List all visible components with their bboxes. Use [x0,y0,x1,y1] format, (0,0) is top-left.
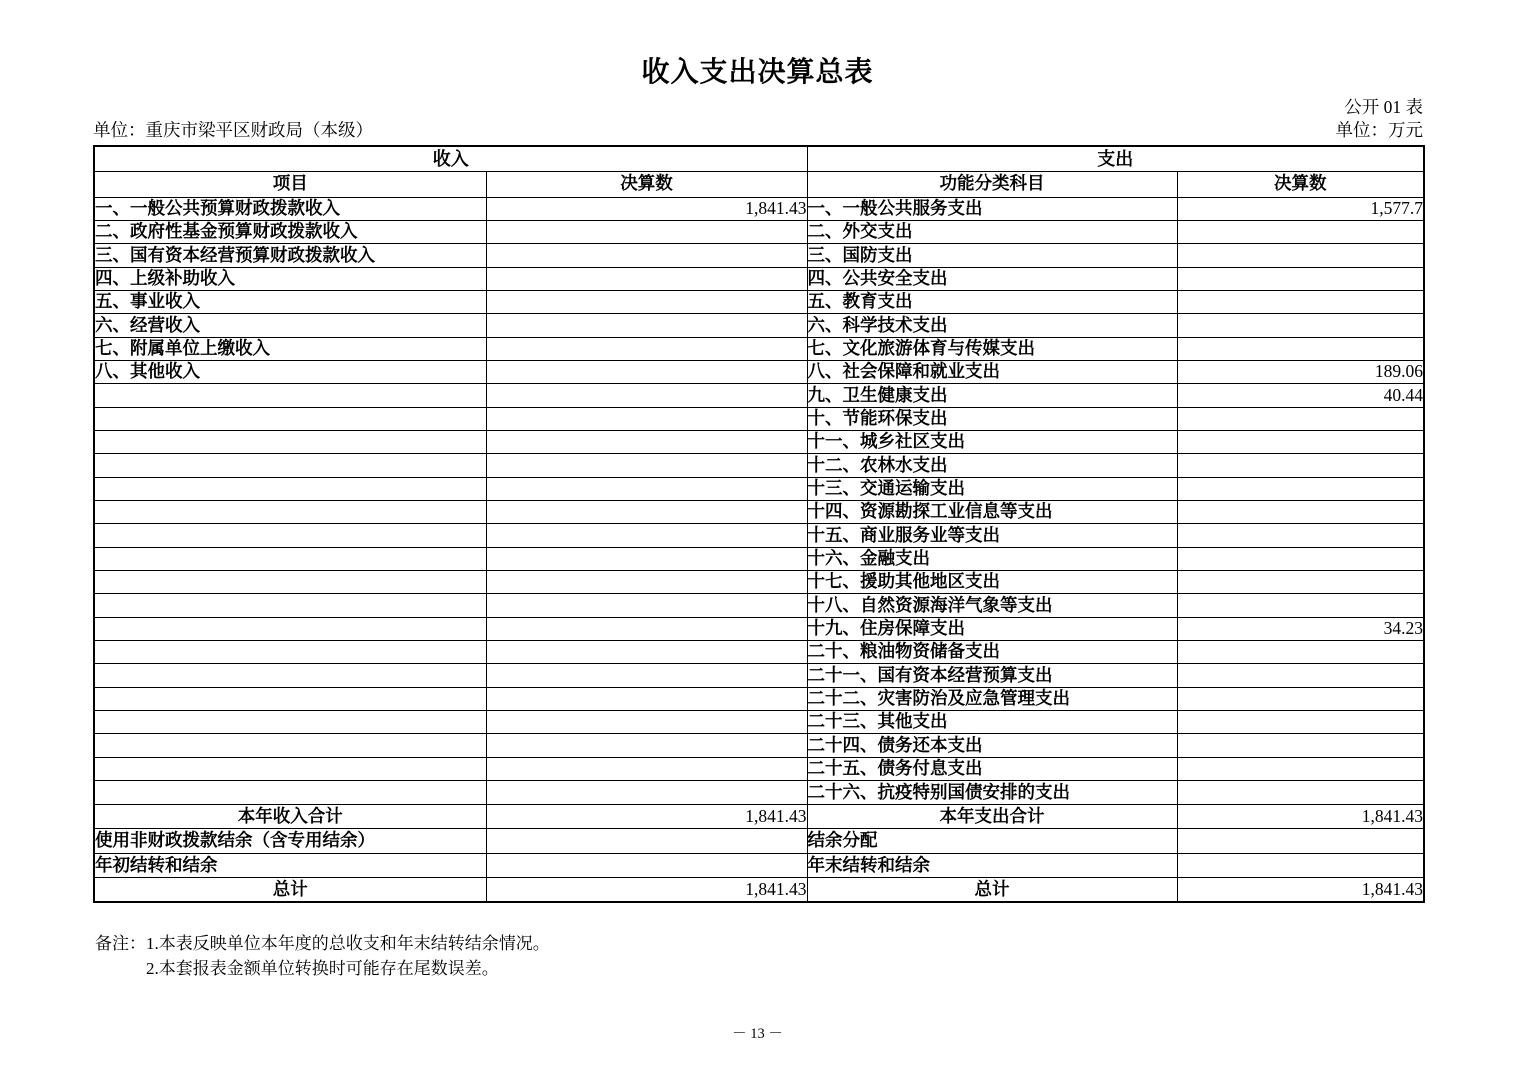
table-row [94,384,1424,407]
expense-footer-label-cell: 结余分配 [807,829,1177,854]
income-item-cell: 四、上级补助收入 [94,267,486,290]
expense-item-cell: 一、一般公共服务支出 [807,197,1177,220]
expense-amount-cell [1177,500,1424,523]
income-amount-cell [486,734,807,757]
income-item-cell [94,641,486,664]
budget-summary-table [93,145,1425,903]
expense-item-cell: 二十、粮油物资储备支出 [807,641,1177,664]
income-amount-cell [486,454,807,477]
expense-item-cell: 十九、住房保障支出 [807,617,1177,640]
table-row [94,664,1424,687]
income-footer-label-cell: 年初结转和结余 [94,853,486,878]
income-item-cell [94,547,486,570]
meta-line [93,117,1423,142]
expense-amount-cell [1177,244,1424,267]
expense-item-cell: 十三、交通运输支出 [807,477,1177,500]
table-footer-row [94,878,1424,903]
income-item-cell [94,594,486,617]
table-row [94,197,1424,220]
expense-item-cell: 十四、资源勘探工业信息等支出 [807,500,1177,523]
expense-item-cell: 二十四、债务还本支出 [807,734,1177,757]
expense-item-cell: 五、教育支出 [807,290,1177,313]
expense-item-cell: 十一、城乡社区支出 [807,430,1177,453]
expense-footer-amount-cell [1177,829,1424,854]
income-amount-cell [486,314,807,337]
expense-item-cell: 十七、援助其他地区支出 [807,571,1177,594]
table-row [94,244,1424,267]
expense-item-cell: 二十二、灾害防治及应急管理支出 [807,687,1177,710]
expense-amount-column-header: 决算数 [1177,171,1424,197]
note-line-1: 1.本表反映单位本年度的总收支和年末结转结余情况。 [146,934,550,953]
expense-item-cell: 二十三、其他支出 [807,711,1177,734]
expense-amount-cell [1177,524,1424,547]
income-amount-cell [486,267,807,290]
page-title: 收入支出决算总表 [641,57,874,88]
expense-amount-cell [1177,267,1424,290]
table-row [94,547,1424,570]
income-item-cell: 一、一般公共预算财政拨款收入 [94,197,486,220]
reporting-unit: 单位：重庆市梁平区财政局（本级） [93,120,373,140]
expense-amount-cell [1177,594,1424,617]
table-row [94,781,1424,804]
table-row [94,711,1424,734]
expense-item-cell: 二十六、抗疫特别国债安排的支出 [807,781,1177,804]
income-amount-cell [486,687,807,710]
income-amount-cell [486,711,807,734]
income-item-cell [94,430,486,453]
expense-item-cell: 十、节能环保支出 [807,407,1177,430]
table-row [94,617,1424,640]
expense-amount-cell [1177,757,1424,780]
income-item-cell [94,454,486,477]
expense-item-cell: 二十五、债务付息支出 [807,757,1177,780]
table-row [94,290,1424,313]
income-item-cell [94,687,486,710]
expense-amount-cell [1177,734,1424,757]
table-footer-row [94,804,1424,829]
income-amount-cell [486,360,807,383]
currency-unit: 单位：万元 [1335,120,1423,140]
table-row [94,337,1424,360]
income-item-cell [94,617,486,640]
income-item-column-header: 项目 [94,171,486,197]
expense-item-cell: 四、公共安全支出 [807,267,1177,290]
notes-block [95,931,550,981]
section-header-row [94,146,1424,171]
table-row [94,687,1424,710]
expense-item-cell: 二、外交支出 [807,220,1177,243]
expense-item-cell: 十六、金融支出 [807,547,1177,570]
expense-amount-cell [1177,337,1424,360]
expense-amount-cell [1177,477,1424,500]
expense-item-cell: 七、文化旅游体育与传媒支出 [807,337,1177,360]
table-row [94,524,1424,547]
income-item-cell [94,524,486,547]
expense-amount-cell [1177,711,1424,734]
income-amount-cell [486,547,807,570]
table-row [94,641,1424,664]
expense-footer-label-cell: 年末结转和结余 [807,853,1177,878]
expense-amount-cell [1177,430,1424,453]
income-amount-cell [486,430,807,453]
income-footer-label-cell: 本年收入合计 [94,804,486,829]
table-row [94,430,1424,453]
income-amount-cell [486,571,807,594]
page-number: － 13 － [732,1026,783,1042]
income-item-cell: 二、政府性基金预算财政拨款收入 [94,220,486,243]
income-amount-cell [486,220,807,243]
expense-item-cell: 八、社会保障和就业支出 [807,360,1177,383]
income-amount-cell [486,757,807,780]
expense-amount-cell [1177,220,1424,243]
table-row [94,500,1424,523]
table-number: 公开 01 表 [1344,97,1423,117]
table-row [94,477,1424,500]
expense-amount-cell [1177,454,1424,477]
expense-amount-cell: 1,577.7 [1177,197,1424,220]
expense-amount-cell: 34.23 [1177,617,1424,640]
income-amount-cell [486,664,807,687]
income-footer-amount-cell [486,829,807,854]
table-footer-row [94,853,1424,878]
table-row [94,314,1424,337]
table-footer-row [94,829,1424,854]
table-row [94,267,1424,290]
income-item-cell: 三、国有资本经营预算财政拨款收入 [94,244,486,267]
income-item-cell [94,734,486,757]
column-header-row [94,171,1424,197]
income-amount-column-header: 决算数 [486,171,807,197]
expense-section-header: 支出 [807,146,1424,171]
notes-lines [146,931,550,981]
income-item-cell: 八、其他收入 [94,360,486,383]
table-row [94,571,1424,594]
income-amount-cell [486,384,807,407]
income-item-cell [94,477,486,500]
income-amount-cell [486,337,807,360]
income-amount-cell [486,617,807,640]
income-footer-label-cell: 使用非财政拨款结余（含专用结余） [94,829,486,854]
expense-amount-cell: 40.44 [1177,384,1424,407]
table-row [94,454,1424,477]
income-amount-cell [486,244,807,267]
income-footer-label-cell: 总计 [94,878,486,903]
expense-amount-cell [1177,571,1424,594]
income-amount-cell [486,407,807,430]
expense-item-cell: 九、卫生健康支出 [807,384,1177,407]
expense-amount-cell [1177,547,1424,570]
expense-footer-amount-cell [1177,853,1424,878]
table-row [94,220,1424,243]
table-row [94,757,1424,780]
income-section-header: 收入 [94,146,807,171]
expense-amount-cell [1177,664,1424,687]
income-amount-cell [486,477,807,500]
income-item-cell: 五、事业收入 [94,290,486,313]
table-row [94,734,1424,757]
table-row [94,594,1424,617]
income-item-cell: 七、附属单位上缴收入 [94,337,486,360]
income-item-cell [94,711,486,734]
expense-amount-cell [1177,641,1424,664]
income-item-cell [94,781,486,804]
income-amount-cell [486,290,807,313]
expense-item-cell: 十八、自然资源海洋气象等支出 [807,594,1177,617]
table-row [94,407,1424,430]
expense-footer-label-cell: 本年支出合计 [807,804,1177,829]
expense-footer-amount-cell: 1,841.43 [1177,878,1424,903]
income-item-cell [94,571,486,594]
income-amount-cell [486,500,807,523]
expense-item-cell: 六、科学技术支出 [807,314,1177,337]
income-footer-amount-cell [486,853,807,878]
income-amount-cell [486,524,807,547]
expense-item-column-header: 功能分类科目 [807,171,1177,197]
income-item-cell [94,757,486,780]
expense-footer-label-cell: 总计 [807,878,1177,903]
income-amount-cell [486,594,807,617]
expense-amount-cell [1177,314,1424,337]
expense-item-cell: 三、国防支出 [807,244,1177,267]
expense-amount-cell [1177,781,1424,804]
income-item-cell [94,500,486,523]
income-amount-cell [486,641,807,664]
income-item-cell: 六、经营收入 [94,314,486,337]
notes-label: 备注： [95,934,146,953]
note-line-2: 2.本套报表金额单位转换时可能存在尾数误差。 [146,959,499,978]
income-footer-amount-cell: 1,841.43 [486,804,807,829]
income-amount-cell [486,781,807,804]
table-row [94,360,1424,383]
income-item-cell [94,407,486,430]
expense-item-cell: 二十一、国有资本经营预算支出 [807,664,1177,687]
expense-amount-cell [1177,687,1424,710]
expense-item-cell: 十五、商业服务业等支出 [807,524,1177,547]
expense-amount-cell [1177,290,1424,313]
expense-amount-cell [1177,407,1424,430]
expense-item-cell: 十二、农林水支出 [807,454,1177,477]
income-amount-cell: 1,841.43 [486,197,807,220]
expense-footer-amount-cell: 1,841.43 [1177,804,1424,829]
income-item-cell [94,384,486,407]
expense-amount-cell: 189.06 [1177,360,1424,383]
table-body [94,146,1424,902]
income-item-cell [94,664,486,687]
income-footer-amount-cell: 1,841.43 [486,878,807,903]
